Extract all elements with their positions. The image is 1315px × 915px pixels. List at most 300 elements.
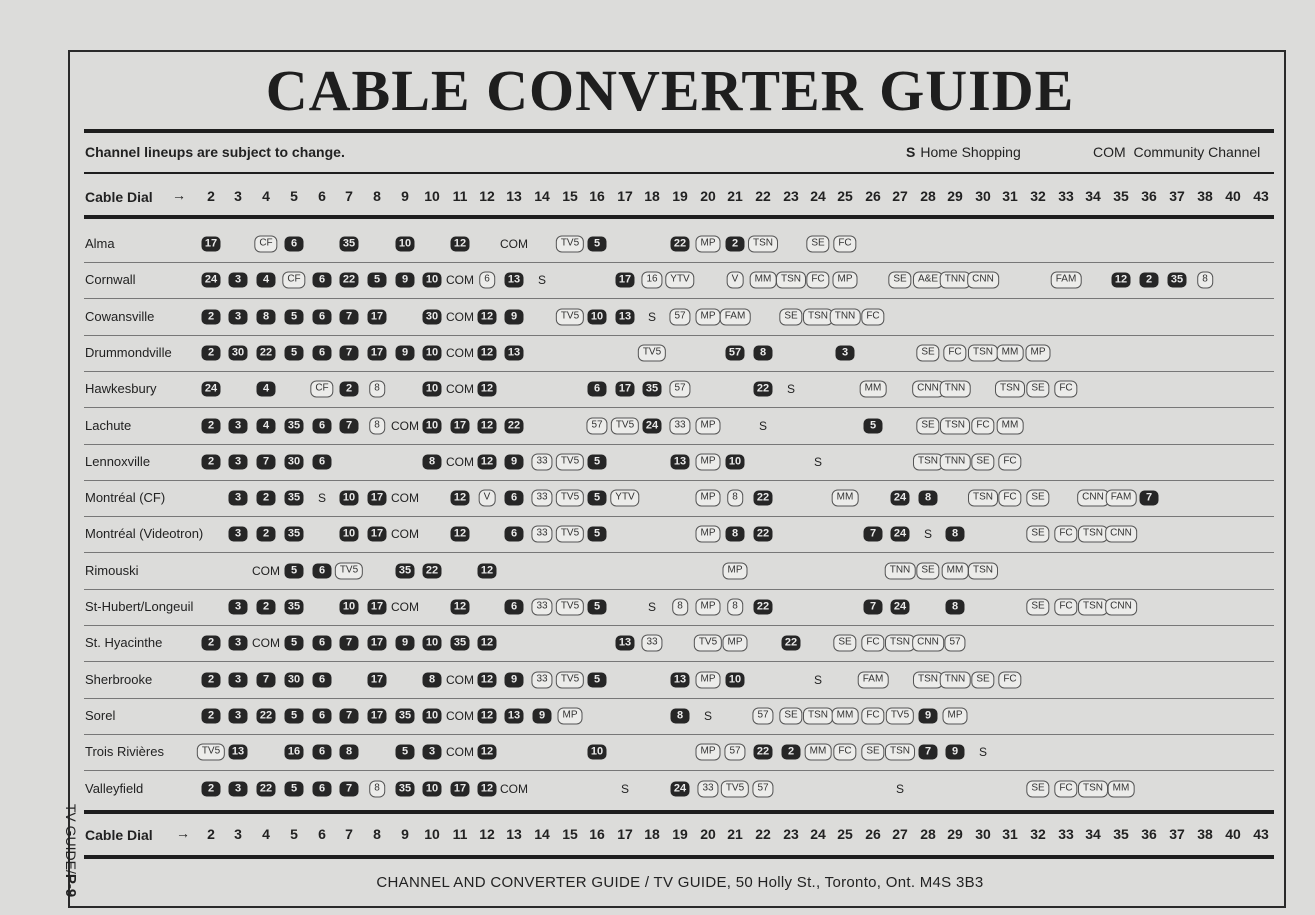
channel-badge: TNN: [940, 381, 971, 398]
channel-badge: 3: [229, 309, 248, 324]
channel-badge: TV5: [556, 671, 584, 688]
channel-badge: 2: [202, 708, 221, 723]
dial-number: 4: [262, 826, 270, 842]
channel-badge: FC: [1054, 381, 1077, 398]
dial-number: 35: [1113, 826, 1129, 842]
channel-badge: 12: [478, 781, 497, 796]
channel-badge: 57: [752, 780, 773, 797]
dial-number: 16: [589, 188, 605, 204]
channel-badge: 10: [423, 636, 442, 651]
channel-badge: 12: [478, 636, 497, 651]
channel-badge: TSN: [748, 236, 778, 253]
channel-badge: 2: [257, 600, 276, 615]
dial-number: 43: [1253, 188, 1269, 204]
channel-badge: 17: [368, 600, 387, 615]
row-separator: [84, 770, 1274, 771]
dial-number: 18: [644, 826, 660, 842]
channel-badge: 6: [313, 345, 332, 360]
channel-badge: 6: [479, 272, 495, 289]
channel-badge: 13: [671, 672, 690, 687]
channel-badge: 6: [313, 708, 332, 723]
dial-number: 34: [1085, 188, 1101, 204]
dial-number: 36: [1141, 826, 1157, 842]
legend-community: [1093, 144, 1260, 160]
channel-badge: 57: [944, 635, 965, 652]
channel-badge: TSN: [885, 744, 915, 761]
channel-badge: 13: [671, 454, 690, 469]
dial-number: 21: [727, 826, 743, 842]
channel-badge: TSN: [885, 635, 915, 652]
city-name: Rimouski: [85, 562, 139, 578]
channel-badge: MM: [832, 707, 859, 724]
dial-number: 28: [920, 188, 936, 204]
channel-badge: 9: [396, 345, 415, 360]
channel-badge: CNN: [1077, 490, 1109, 507]
channel-badge: CNN: [912, 381, 944, 398]
channel-badge: CF: [254, 236, 277, 253]
channel-badge: 6: [285, 237, 304, 252]
dial-number: 24: [810, 188, 826, 204]
channel-badge: 9: [919, 708, 938, 723]
channel-badge: 2: [202, 345, 221, 360]
city-name: Drummondville: [85, 344, 172, 360]
channel-badge: 24: [643, 418, 662, 433]
channel-badge: 3: [229, 527, 248, 542]
channel-badge: 7: [340, 636, 359, 651]
home-shopping-mark: S: [317, 491, 327, 506]
dial-number: 30: [975, 188, 991, 204]
home-shopping-mark: S: [786, 382, 796, 397]
channel-badge: 22: [257, 345, 276, 360]
channel-badge: 22: [257, 708, 276, 723]
dial-number: 25: [837, 188, 853, 204]
row-separator: [84, 698, 1274, 699]
channel-badge: TV5: [556, 490, 584, 507]
city-name: Trois Rivières: [85, 744, 164, 760]
channel-badge: 3: [229, 672, 248, 687]
channel-badge: 5: [285, 345, 304, 360]
dial-number: 36: [1141, 188, 1157, 204]
channel-badge: SE: [806, 236, 829, 253]
channel-badge: 2: [202, 309, 221, 324]
channel-badge: 2: [782, 745, 801, 760]
dial-number: 6: [318, 826, 326, 842]
dial-number: 12: [479, 826, 495, 842]
channel-badge: 7: [864, 600, 883, 615]
home-shopping-mark: S: [978, 745, 988, 760]
channel-badge: 13: [505, 708, 524, 723]
channel-badge: 57: [726, 345, 745, 360]
row-separator: [84, 480, 1274, 481]
legend-com-label: Community Channel: [1133, 144, 1261, 160]
channel-badge: 8: [727, 490, 743, 507]
channel-badge: 8: [919, 491, 938, 506]
channel-badge: TNN: [830, 308, 861, 325]
channel-badge: TSN: [1078, 599, 1108, 616]
legend-s-label: Home Shopping: [920, 144, 1021, 160]
dial-number: 29: [947, 826, 963, 842]
channel-badge: 24: [202, 273, 221, 288]
dial-number: 17: [617, 826, 633, 842]
channel-badge: 2: [340, 382, 359, 397]
channel-badge: TV5: [638, 344, 666, 361]
channel-badge: TSN: [1078, 526, 1108, 543]
dial-number: 26: [865, 188, 881, 204]
channel-badge: 35: [285, 418, 304, 433]
dial-number: 14: [534, 826, 550, 842]
channel-badge: 8: [257, 309, 276, 324]
channel-badge: 2: [202, 454, 221, 469]
channel-badge: YTV: [610, 490, 639, 507]
channel-badge: 17: [368, 345, 387, 360]
home-shopping-mark: S: [647, 309, 657, 324]
channel-badge: 6: [588, 382, 607, 397]
community-mark: COM: [446, 309, 474, 324]
channel-badge: 10: [588, 309, 607, 324]
channel-badge: 17: [368, 672, 387, 687]
dial-number: 35: [1113, 188, 1129, 204]
channel-badge: 6: [313, 563, 332, 578]
divider: [84, 855, 1274, 859]
dial-number: 37: [1169, 826, 1185, 842]
channel-badge: FAM: [720, 308, 751, 325]
channel-badge: 12: [478, 672, 497, 687]
channel-badge: 8: [423, 454, 442, 469]
cable-dial-label: Cable Dial: [85, 189, 153, 205]
channel-badge: 24: [671, 781, 690, 796]
community-mark: COM: [446, 454, 474, 469]
dial-number: 18: [644, 188, 660, 204]
dial-number: 38: [1197, 188, 1213, 204]
channel-badge: 30: [285, 672, 304, 687]
dial-number: 20: [700, 188, 716, 204]
channel-badge: FC: [998, 453, 1021, 470]
channel-badge: TV5: [197, 744, 225, 761]
channel-badge: 3: [229, 454, 248, 469]
channel-badge: 7: [340, 345, 359, 360]
channel-badge: 8: [369, 417, 385, 434]
dial-number: 9: [401, 826, 409, 842]
channel-badge: 16: [285, 745, 304, 760]
channel-badge: 12: [478, 708, 497, 723]
channel-badge: 4: [257, 382, 276, 397]
channel-badge: MP: [696, 599, 721, 616]
channel-badge: 35: [396, 563, 415, 578]
channel-badge: 2: [202, 672, 221, 687]
channel-badge: 17: [368, 309, 387, 324]
channel-badge: 2: [202, 636, 221, 651]
cable-dial-label: Cable Dial: [85, 827, 153, 843]
channel-badge: TV5: [694, 635, 722, 652]
channel-badge: FC: [1054, 780, 1077, 797]
community-mark: COM: [252, 563, 280, 578]
channel-badge: TV5: [556, 236, 584, 253]
side-prefix: TV GUIDE/: [63, 803, 80, 874]
channel-badge: 13: [505, 273, 524, 288]
dial-number: 12: [479, 188, 495, 204]
channel-badge: TNN: [885, 562, 916, 579]
channel-badge: MM: [1108, 780, 1135, 797]
channel-badge: YTV: [665, 272, 694, 289]
channel-badge: TSN: [968, 490, 998, 507]
channel-badge: MP: [696, 236, 721, 253]
community-mark: COM: [500, 237, 528, 251]
dial-number: 8: [373, 188, 381, 204]
home-shopping-mark: S: [895, 781, 905, 796]
channel-badge: SE: [1026, 599, 1049, 616]
channel-badge: 6: [505, 527, 524, 542]
channel-badge: 12: [478, 309, 497, 324]
channel-badge: 35: [285, 491, 304, 506]
dial-number: 20: [700, 826, 716, 842]
channel-badge: 10: [726, 454, 745, 469]
channel-badge: 5: [285, 708, 304, 723]
row-separator: [84, 444, 1274, 445]
channel-badge: 6: [313, 781, 332, 796]
channel-badge: 17: [616, 382, 635, 397]
home-shopping-mark: S: [703, 708, 713, 723]
channel-badge: 33: [697, 780, 718, 797]
channel-badge: 12: [478, 418, 497, 433]
channel-badge: TV5: [556, 308, 584, 325]
city-name: Montréal (CF): [85, 490, 166, 506]
dial-number: 31: [1002, 826, 1018, 842]
dial-number: 38: [1197, 826, 1213, 842]
channel-badge: 13: [616, 636, 635, 651]
channel-badge: TSN: [913, 453, 943, 470]
channel-badge: CNN: [1105, 599, 1137, 616]
channel-badge: TSN: [913, 671, 943, 688]
footer-address: CHANNEL AND CONVERTER GUIDE / TV GUIDE, 50 Holly St., Toronto, Ont. M4S 3B3: [376, 874, 984, 891]
community-mark: COM: [446, 745, 474, 760]
channel-badge: 12: [451, 600, 470, 615]
community-mark: COM: [446, 273, 474, 288]
channel-badge: 8: [369, 381, 385, 398]
channel-badge: MP: [696, 526, 721, 543]
channel-badge: 6: [313, 745, 332, 760]
channel-badge: 30: [229, 345, 248, 360]
channel-badge: 7: [340, 708, 359, 723]
row-separator: [84, 407, 1274, 408]
channel-badge: 12: [451, 491, 470, 506]
channel-badge: 33: [531, 599, 552, 616]
home-shopping-mark: S: [758, 418, 768, 433]
channel-badge: 10: [396, 237, 415, 252]
channel-badge: 8: [946, 600, 965, 615]
city-name: Sherbrooke: [85, 671, 153, 687]
channel-badge: SE: [861, 744, 884, 761]
divider: [84, 129, 1274, 133]
community-mark: COM: [391, 491, 419, 506]
channel-badge: 7: [864, 527, 883, 542]
city-name: Hawkesbury: [85, 381, 157, 397]
channel-badge: TSN: [940, 417, 970, 434]
city-name: Montréal (Videotron): [85, 526, 204, 542]
dial-number: 23: [783, 188, 799, 204]
channel-badge: 13: [505, 345, 524, 360]
legend-home-shopping: [906, 144, 1021, 160]
channel-badge: 8: [672, 599, 688, 616]
city-name: Lennoxville: [85, 453, 151, 469]
channel-badge: 35: [340, 237, 359, 252]
dial-number: 11: [452, 826, 468, 842]
channel-badge: 9: [505, 454, 524, 469]
dial-number: 19: [672, 826, 688, 842]
channel-badge: MP: [723, 635, 748, 652]
channel-badge: FC: [861, 707, 884, 724]
channel-badge: 10: [423, 781, 442, 796]
channel-badge: 9: [505, 309, 524, 324]
channel-badge: 9: [396, 636, 415, 651]
channel-badge: 33: [669, 417, 690, 434]
dial-number: 2: [207, 826, 215, 842]
channel-badge: 4: [257, 273, 276, 288]
dial-number: 26: [865, 826, 881, 842]
community-mark: COM: [391, 527, 419, 542]
channel-badge: TV5: [556, 453, 584, 470]
channel-badge: A&E: [913, 272, 943, 289]
row-separator: [84, 371, 1274, 372]
channel-badge: 2: [257, 527, 276, 542]
channel-badge: 6: [505, 600, 524, 615]
row-separator: [84, 262, 1274, 263]
community-mark: COM: [446, 345, 474, 360]
community-mark: COM: [252, 636, 280, 651]
row-separator: [84, 335, 1274, 336]
dial-number: 13: [506, 826, 522, 842]
community-mark: COM: [446, 708, 474, 723]
legend-s-key: S: [906, 144, 916, 160]
page-title: CABLE CONVERTER GUIDE: [265, 58, 1075, 123]
channel-badge: TSN: [803, 308, 833, 325]
divider: [84, 172, 1274, 174]
channel-badge: 9: [396, 273, 415, 288]
channel-badge: MM: [832, 490, 859, 507]
page-side-label: [62, 804, 79, 897]
row-separator: [84, 734, 1274, 735]
channel-badge: FC: [1054, 599, 1077, 616]
channel-badge: 22: [423, 563, 442, 578]
channel-badge: 12: [1112, 273, 1131, 288]
dial-number: 29: [947, 188, 963, 204]
dial-number: 25: [837, 826, 853, 842]
legend-com-key: COM: [1093, 144, 1126, 160]
channel-badge: 24: [891, 600, 910, 615]
channel-badge: 5: [396, 745, 415, 760]
community-mark: COM: [446, 382, 474, 397]
channel-badge: 24: [202, 382, 221, 397]
channel-badge: FC: [998, 671, 1021, 688]
channel-badge: MM: [860, 381, 887, 398]
channel-badge: 22: [754, 382, 773, 397]
channel-badge: 6: [313, 418, 332, 433]
dial-number: 23: [783, 826, 799, 842]
channel-badge: 12: [478, 745, 497, 760]
channel-badge: SE: [1026, 381, 1049, 398]
channel-badge: 35: [643, 382, 662, 397]
channel-badge: 12: [451, 527, 470, 542]
channel-badge: TSN: [968, 344, 998, 361]
dial-number: 22: [755, 826, 771, 842]
dial-number: 13: [506, 188, 522, 204]
channel-badge: 5: [588, 454, 607, 469]
channel-badge: 30: [423, 309, 442, 324]
dial-number: 5: [290, 826, 298, 842]
row-separator: [84, 516, 1274, 517]
home-shopping-mark: S: [813, 672, 823, 687]
channel-badge: SE: [971, 671, 994, 688]
dial-number: 15: [562, 188, 578, 204]
channel-badge: 33: [531, 526, 552, 543]
channel-badge: TNN: [940, 453, 971, 470]
channel-badge: MP: [696, 671, 721, 688]
channel-badge: CF: [282, 272, 305, 289]
channel-badge: 12: [478, 563, 497, 578]
channel-badge: 6: [505, 491, 524, 506]
channel-badge: TNN: [940, 272, 971, 289]
channel-badge: 17: [368, 708, 387, 723]
channel-badge: TSN: [776, 272, 806, 289]
channel-badge: MM: [942, 562, 969, 579]
channel-badge: 17: [451, 418, 470, 433]
channel-badge: 57: [586, 417, 607, 434]
dial-number: 16: [589, 826, 605, 842]
dial-number: 40: [1225, 826, 1241, 842]
city-name: Sorel: [85, 707, 116, 723]
channel-badge: 22: [754, 600, 773, 615]
channel-badge: 7: [340, 781, 359, 796]
channel-badge: 13: [616, 309, 635, 324]
dial-number: 11: [452, 188, 468, 204]
channel-badge: 17: [368, 636, 387, 651]
channel-badge: 12: [478, 454, 497, 469]
channel-badge: SE: [888, 272, 911, 289]
channel-badge: 22: [505, 418, 524, 433]
community-mark: COM: [391, 600, 419, 614]
channel-badge: 5: [864, 418, 883, 433]
channel-badge: 10: [726, 672, 745, 687]
channel-badge: 6: [313, 636, 332, 651]
channel-badge: 30: [285, 454, 304, 469]
channel-badge: 33: [641, 635, 662, 652]
channel-badge: 9: [946, 745, 965, 760]
channel-badge: CF: [310, 381, 333, 398]
channel-badge: MM: [997, 344, 1024, 361]
channel-badge: 35: [396, 781, 415, 796]
channel-badge: 10: [423, 708, 442, 723]
channel-badge: 33: [531, 671, 552, 688]
channel-badge: 8: [340, 745, 359, 760]
channel-badge: 22: [754, 527, 773, 542]
channel-badge: 24: [891, 491, 910, 506]
channel-badge: 7: [340, 418, 359, 433]
channel-badge: 10: [340, 527, 359, 542]
dial-number: 43: [1253, 826, 1269, 842]
channel-badge: 6: [313, 273, 332, 288]
dial-number: 32: [1030, 826, 1046, 842]
dial-number: 2: [207, 188, 215, 204]
dial-number: 17: [617, 188, 633, 204]
channel-badge: MP: [558, 707, 583, 724]
channel-badge: 57: [669, 308, 690, 325]
channel-badge: 5: [588, 491, 607, 506]
channel-badge: 12: [478, 345, 497, 360]
channel-badge: 24: [891, 527, 910, 542]
channel-badge: 5: [285, 781, 304, 796]
channel-badge: TSN: [803, 707, 833, 724]
channel-badge: FC: [833, 744, 856, 761]
channel-badge: SE: [971, 453, 994, 470]
